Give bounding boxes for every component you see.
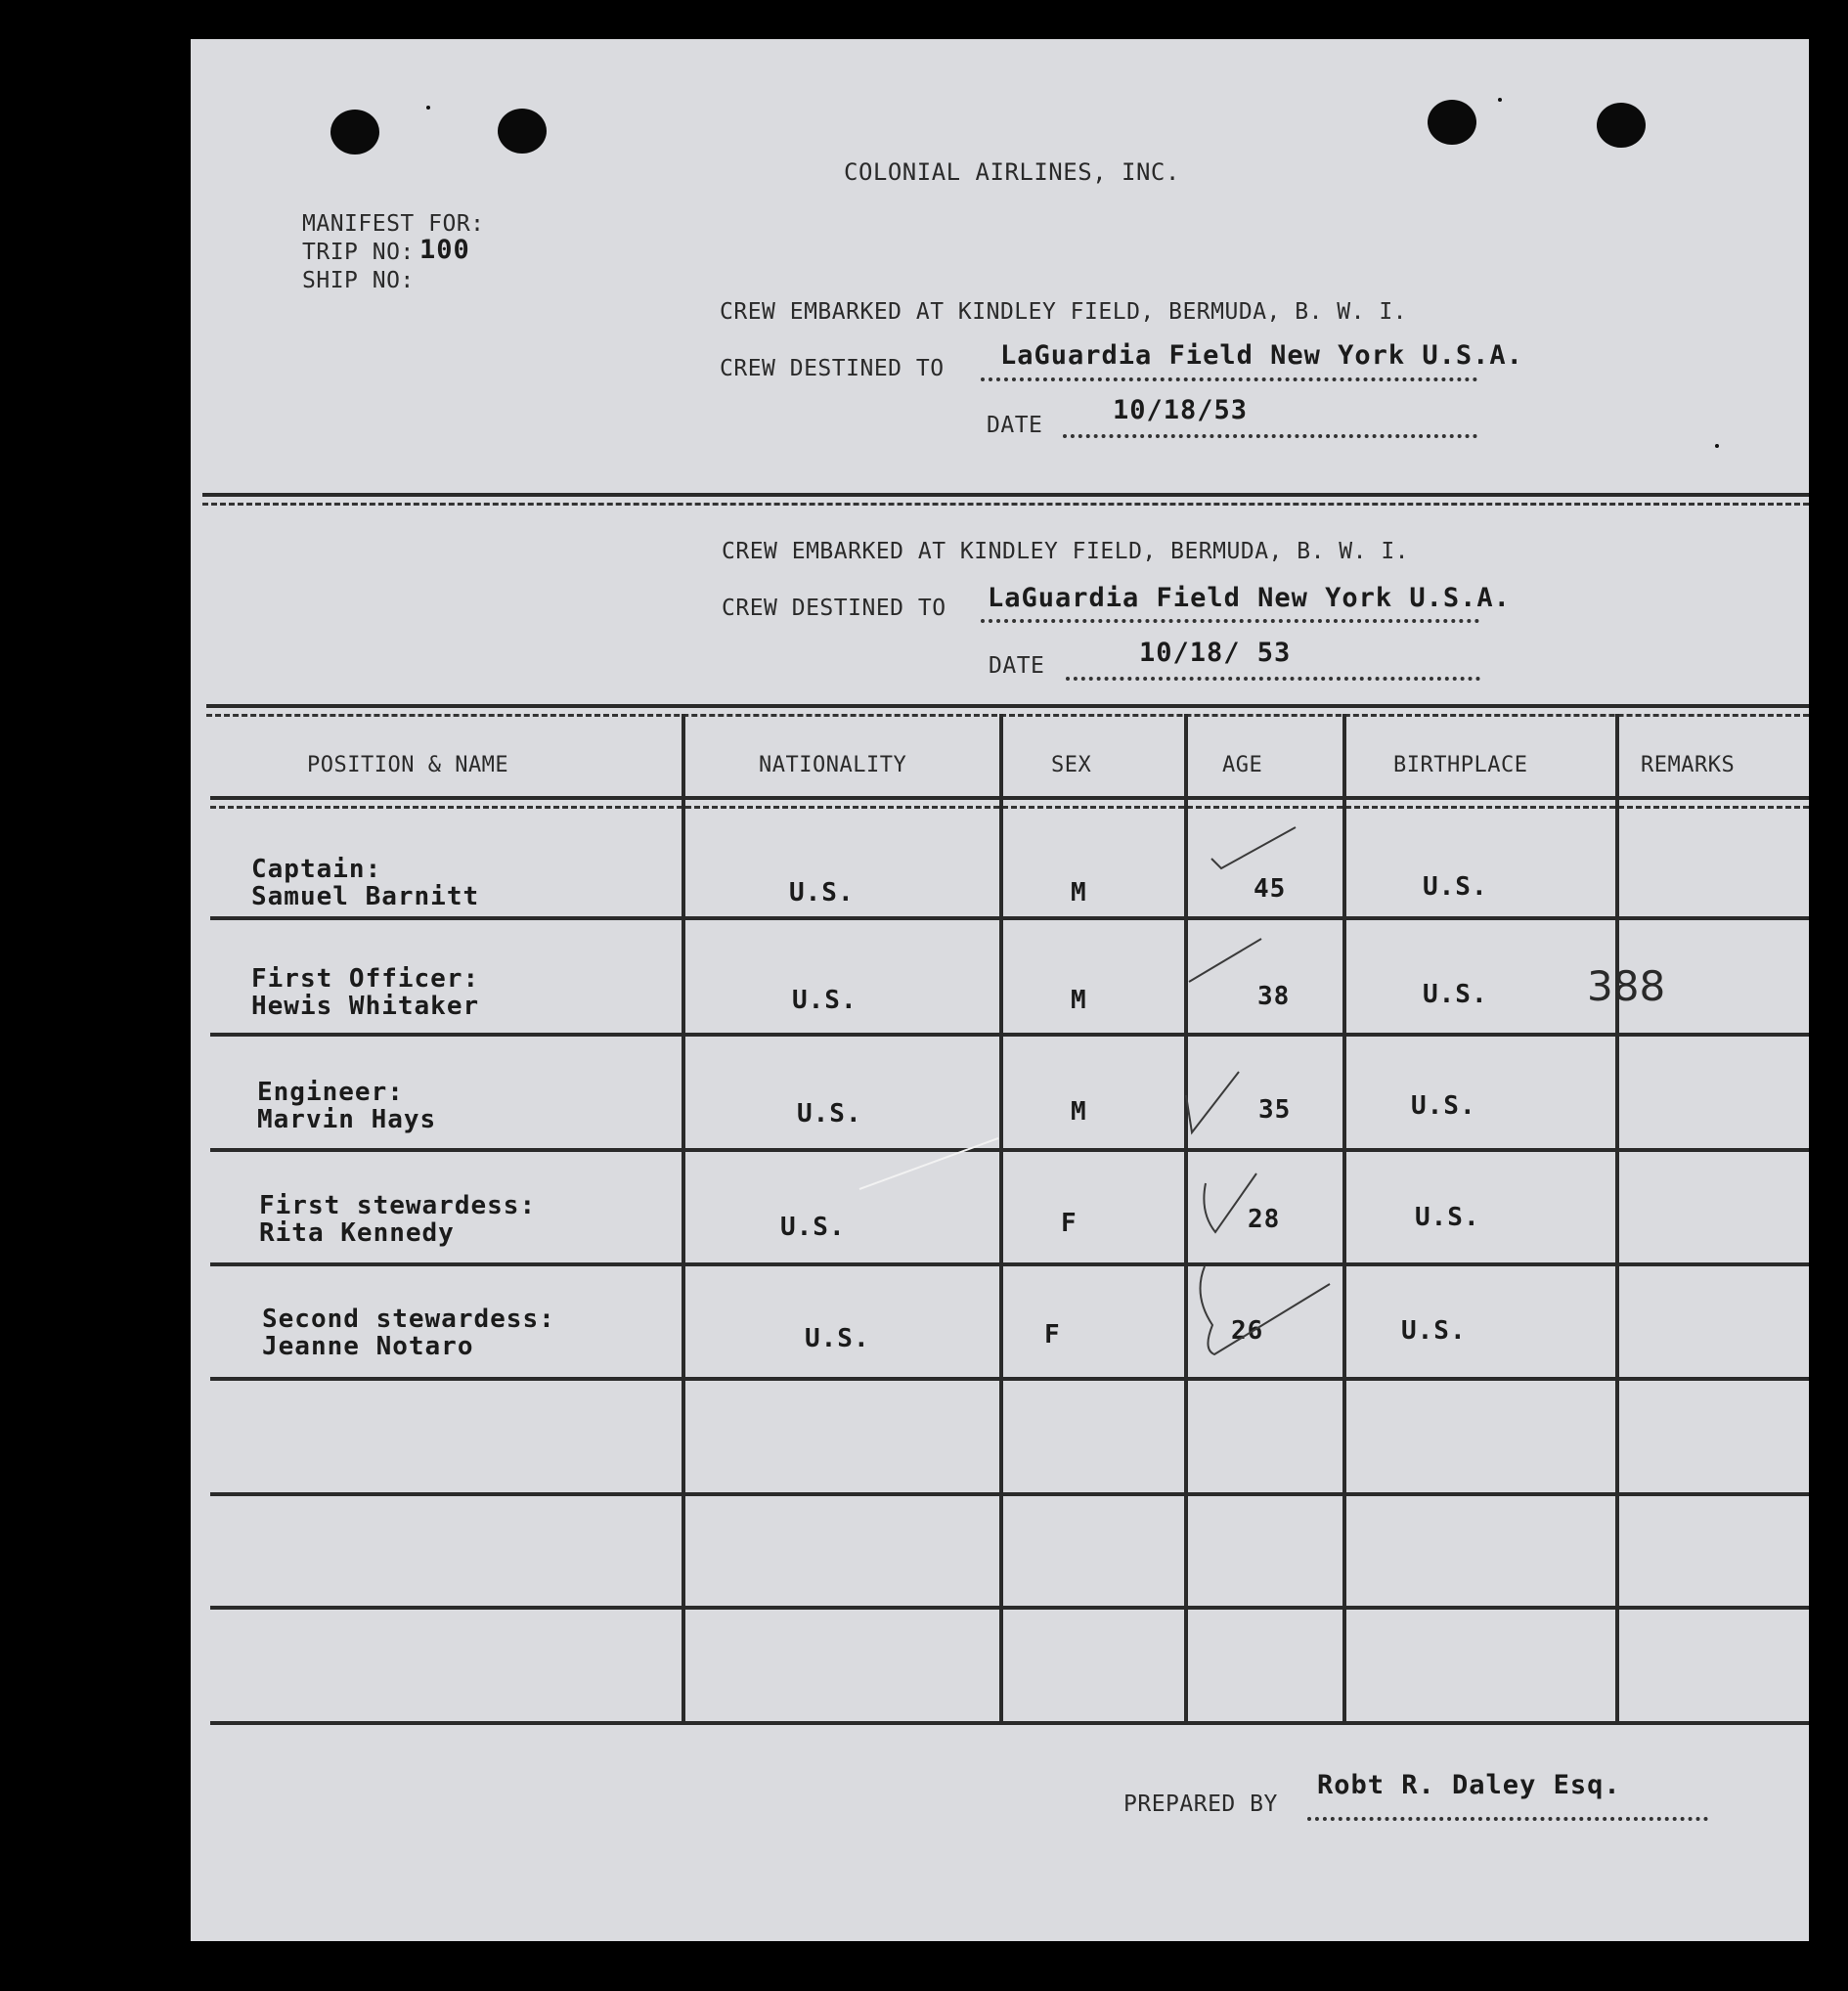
header-bottom-rule-dashed — [210, 806, 1809, 809]
crew-sex: M — [1071, 878, 1087, 907]
crew-remarks: 388 — [1587, 962, 1666, 1010]
row-divider — [210, 1606, 1809, 1610]
header-birthplace: BIRTHPLACE — [1393, 753, 1528, 777]
row-divider — [210, 1033, 1809, 1037]
crew-age: 28 — [1248, 1205, 1281, 1234]
header-remarks: REMARKS — [1641, 753, 1736, 777]
date-value: 10/18/ 53 — [1139, 638, 1292, 668]
crew-birthplace: U.S. — [1423, 872, 1488, 902]
punch-hole — [330, 110, 379, 155]
manifest-for-label: MANIFEST FOR: — [302, 211, 485, 237]
crew-age: 45 — [1254, 874, 1287, 904]
crew-nationality: U.S. — [780, 1213, 846, 1242]
crew-birthplace: U.S. — [1423, 980, 1488, 1009]
table-bottom-rule — [210, 1721, 1809, 1725]
column-divider — [1184, 714, 1188, 1721]
date-label: DATE — [987, 413, 1043, 438]
column-divider — [1615, 714, 1619, 1721]
check-mark-icon — [1198, 1154, 1276, 1252]
crew-sex: F — [1044, 1320, 1061, 1349]
crew-name: Hewis Whitaker — [251, 992, 480, 1021]
embarked-line: CREW EMBARKED AT KINDLEY FIELD, BERMUDA, B. W. I. — [722, 539, 1410, 564]
row-divider — [210, 1377, 1809, 1381]
column-divider — [999, 714, 1003, 1721]
crew-age: 35 — [1258, 1095, 1292, 1125]
header-position-name: POSITION & NAME — [307, 753, 509, 777]
column-divider — [682, 714, 685, 1721]
destined-value: LaGuardia Field New York U.S.A. — [988, 583, 1511, 613]
header-age: AGE — [1222, 753, 1263, 777]
crew-birthplace: U.S. — [1401, 1316, 1467, 1346]
check-mark-icon — [1180, 1066, 1249, 1139]
crew-nationality: U.S. — [797, 1099, 862, 1128]
crew-position: Captain: — [251, 855, 382, 884]
company-name: COLONIAL AIRLINES, INC. — [844, 158, 1180, 186]
row-divider — [210, 1262, 1809, 1266]
crew-position: First Officer: — [251, 964, 480, 994]
crew-position: Second stewardess: — [262, 1305, 555, 1334]
speck — [1498, 98, 1502, 102]
destined-underline — [981, 377, 1477, 381]
crew-nationality: U.S. — [789, 878, 855, 907]
crew-position: First stewardess: — [259, 1191, 537, 1220]
check-mark-icon — [1208, 821, 1305, 890]
crew-birthplace: U.S. — [1411, 1091, 1476, 1121]
check-mark-icon — [1183, 931, 1271, 990]
crew-nationality: U.S. — [792, 986, 858, 1015]
crew-age: 38 — [1257, 982, 1291, 1011]
punch-hole — [1597, 103, 1646, 148]
destined-underline — [981, 619, 1479, 623]
table-top-rule-dashed — [206, 714, 1809, 717]
check-mark-icon — [1193, 1257, 1340, 1364]
prepared-by-label: PREPARED BY — [1123, 1792, 1278, 1817]
table-top-rule — [206, 704, 1809, 708]
speck — [426, 106, 430, 110]
crew-name: Rita Kennedy — [259, 1218, 455, 1248]
crew-name: Jeanne Notaro — [262, 1332, 474, 1361]
crew-sex: M — [1071, 986, 1087, 1015]
crew-position: Engineer: — [257, 1078, 404, 1107]
row-divider — [210, 1492, 1809, 1496]
manifest-page — [191, 39, 1809, 1941]
ship-no-label: SHIP NO: — [302, 268, 415, 293]
date-label: DATE — [989, 653, 1045, 679]
pencil-stroke-icon — [856, 1134, 1002, 1193]
crew-age: 26 — [1231, 1316, 1264, 1346]
crew-birthplace: U.S. — [1415, 1203, 1480, 1232]
date-underline — [1063, 434, 1477, 438]
embarked-line: CREW EMBARKED AT KINDLEY FIELD, BERMUDA, B. W. I. — [720, 299, 1408, 325]
row-divider — [210, 1148, 1809, 1152]
section-divider-dashed — [202, 503, 1809, 506]
crew-name: Samuel Barnitt — [251, 882, 480, 911]
destined-label: CREW DESTINED TO — [722, 596, 946, 621]
trip-no-value: 100 — [419, 235, 470, 265]
crew-sex: M — [1071, 1097, 1087, 1127]
section-divider — [202, 493, 1809, 497]
prepared-by-value: Robt R. Daley Esq. — [1317, 1770, 1621, 1800]
crew-nationality: U.S. — [805, 1324, 870, 1353]
crew-name: Marvin Hays — [257, 1105, 437, 1134]
punch-hole — [498, 109, 547, 154]
header-sex: SEX — [1051, 753, 1092, 777]
destined-label: CREW DESTINED TO — [720, 356, 945, 381]
header-bottom-rule — [210, 796, 1809, 800]
punch-hole — [1428, 100, 1476, 145]
prepared-by-underline — [1307, 1817, 1708, 1821]
destined-value: LaGuardia Field New York U.S.A. — [1000, 340, 1523, 371]
date-underline — [1066, 677, 1480, 681]
date-value: 10/18/53 — [1113, 395, 1249, 425]
speck — [1715, 444, 1719, 448]
column-divider — [1342, 714, 1346, 1721]
row-divider — [210, 916, 1809, 920]
crew-sex: F — [1061, 1209, 1078, 1238]
trip-no-label: TRIP NO: — [302, 240, 415, 265]
header-nationality: NATIONALITY — [759, 753, 907, 777]
